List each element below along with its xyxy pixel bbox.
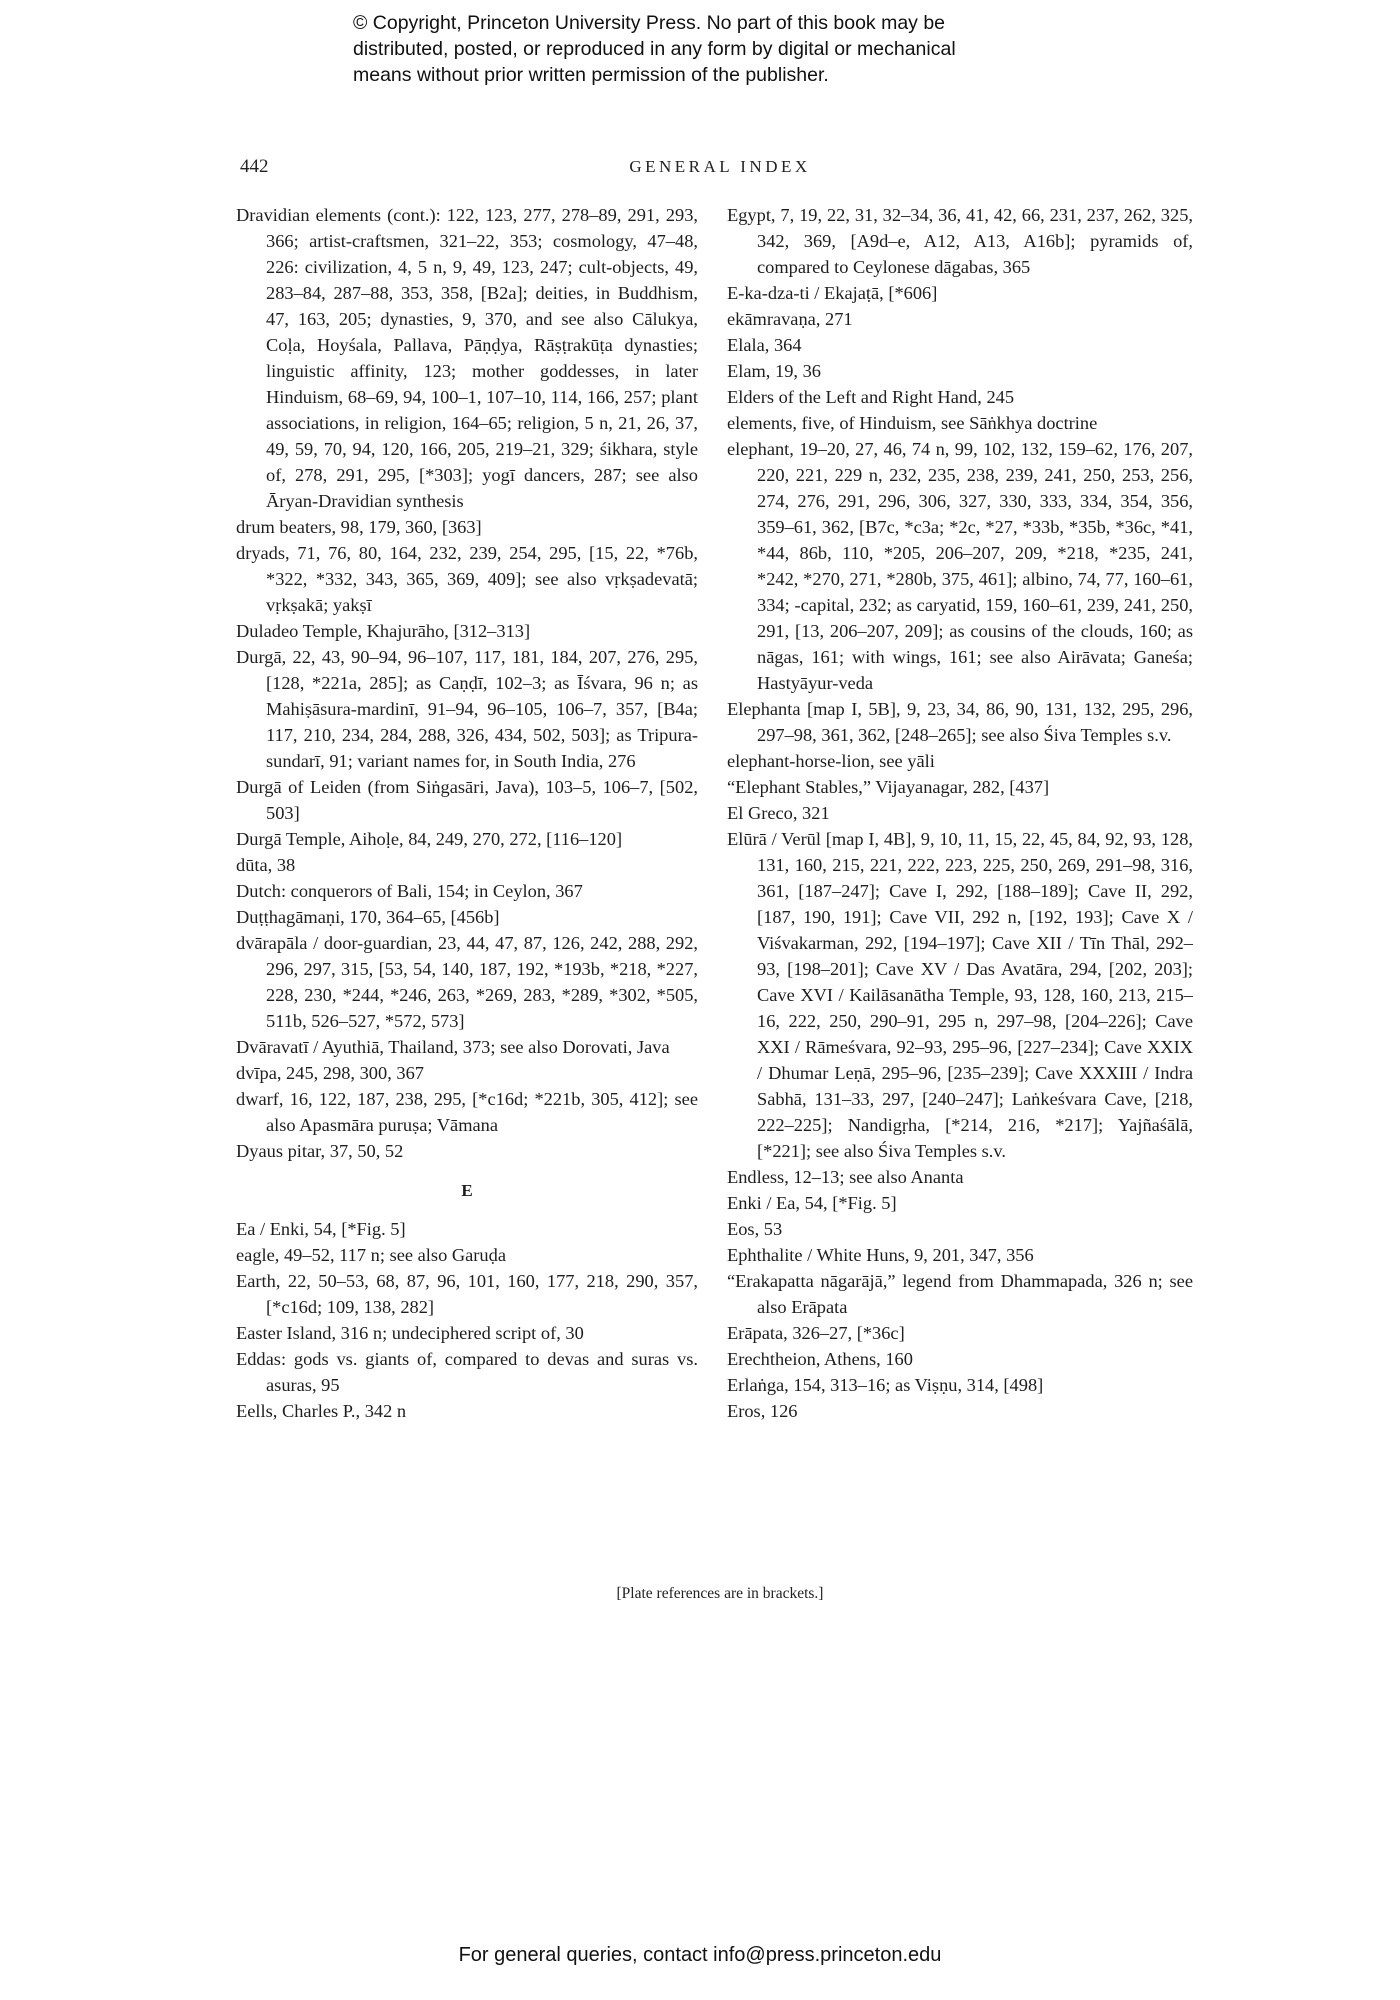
copyright-line-2: distributed, posted, or reproduced in any form by digital or mechanical (353, 38, 956, 60)
index-entry: dūta, 38 (236, 855, 296, 875)
section-letter-e: E (461, 1181, 473, 1200)
index-entry: Dvāravatī / Ayuthiā, Thailand, 373; see also Dorovati, Java (236, 1037, 670, 1057)
index-entry: Eddas: gods vs. giants of, compared to devas and suras vs. asuras, 95 (236, 1349, 698, 1395)
index-entry: ekāmravaṇa, 271 (727, 309, 853, 329)
index-entry: dvārapāla / door-guardian, 23, 44, 47, 87, 126, 242, 288, 292, 296, 297, 315, [53, 54, 140, 187, 192, *193b, *218, *227, 228, 230, *244, *246, 263, *269, 283, *289, *302, *505, 511b, 526–527, *572, 573] (236, 933, 698, 1031)
index-entry: eagle, 49–52, 117 n; see also Garuḍa (236, 1245, 506, 1265)
index-entry: Duladeo Temple, Khajurāho, [312–313] (236, 621, 531, 641)
index-entry: Durgā Temple, Aihoḷe, 84, 249, 270, 272, [116–120] (236, 829, 623, 849)
index-entry: Erlaṅga, 154, 313–16; as Viṣṇu, 314, [498] (727, 1375, 1044, 1395)
index-entry: dwarf, 16, 122, 187, 238, 295, [*c16d; *221b, 305, 412]; see also Apasmāra puruṣa; Vāmana (236, 1089, 698, 1135)
index-entry: Easter Island, 316 n; undeciphered script of, 30 (236, 1323, 584, 1343)
index-entry: Elala, 364 (727, 335, 802, 355)
page-title: GENERAL INDEX (629, 157, 811, 176)
index-entry: Dyaus pitar, 37, 50, 52 (236, 1141, 404, 1161)
index-entry: Erechtheion, Athens, 160 (727, 1349, 913, 1369)
index-entry: Endless, 12–13; see also Ananta (727, 1167, 964, 1187)
index-entry: elephant, 19–20, 27, 46, 74 n, 99, 102, 132, 159–62, 176, 207, 220, 221, 229 n, 232, 235, 238, 239, 241, 250, 253, 256, 274, 276, 291, 296, 306, 327, 330, 333, 334, 354, 356, 359–61, 362, [B7c, *c3a; *2c, *27, *33b, *35b, *36c, *41, *44, 86b, 110, *205, 206–207, 209, *218, *235, 241, *242, *270, 271, *280b, 375, 461]; albino, 74, 77, 160–61, 334; -capital, 232; as caryatid, 159, 160–61, 239, 241, 250, 291, [13, 206–207, 209]; as cousins of the clouds, 160; as nāgas, 161; with wings, 161; see also Airāvata; Ganeśa; Hastyāyur-veda (727, 439, 1193, 693)
index-entry: E-ka-dza-ti / Ekajaṭā, [*606] (727, 283, 938, 303)
index-entry: Ephthalite / White Huns, 9, 201, 347, 356 (727, 1245, 1034, 1265)
index-entry: Durgā, 22, 43, 90–94, 96–107, 117, 181, 184, 207, 276, 295, [128, *221a, 285]; as Caṇḍī, 102–3; as Īśvara, 96 n; as Mahiṣāsura-mardinī, 91–94, 96–105, 106–7, 357, [B4a; 117, 210, 234, 284, 288, 326, 434, 502, 503]; as Tripura-sundarī, 91; variant names for, in South India, 276 (236, 647, 698, 771)
index-entry: elements, five, of Hinduism, see Sāṅkhya doctrine (727, 413, 1098, 433)
index-entry: Ea / Enki, 54, [*Fig. 5] (236, 1219, 406, 1239)
plate-reference-note: [Plate references are in brackets.] (616, 1585, 824, 1602)
index-entry: dvīpa, 245, 298, 300, 367 (236, 1063, 424, 1083)
page-number: 442 (240, 156, 269, 177)
copyright-line-3: means without prior written permission of the publisher. (353, 64, 829, 86)
index-entry: Dutch: conquerors of Bali, 154; in Ceylon, 367 (236, 881, 583, 901)
index-entry: Eros, 126 (727, 1401, 798, 1421)
index-entry: Dravidian elements (cont.): 122, 123, 277, 278–89, 291, 293, 366; artist-craftsmen, 321–22, 353; cosmology, 47–48, 226: civilization, 4, 5 n, 9, 49, 123, 247; cult-objects, 49, 283–84, 287–88, 353, 358, [B2a]; deities, in Buddhism, 47, 163, 205; dynasties, 9, 370, and see also Cālukya, Coḷa, Hoyśala, Pallava, Pāṇḍya, Rāṣṭrakūṭa dynasties; linguistic affinity, 123; mother goddesses, in later Hinduism, 68–69, 94, 100–1, 107–10, 114, 166, 257; plant associations, in religion, 164–65; religion, 5 n, 21, 26, 37, 49, 59, 70, 94, 120, 166, 205, 219–21, 329; śikhara, style of, 278, 291, 295, [*303]; yogī dancers, 287; see also Āryan-Dravidian synthesis (236, 205, 698, 511)
index-entry: Earth, 22, 50–53, 68, 87, 96, 101, 160, 177, 218, 290, 357, [*c16d; 109, 138, 282] (236, 1271, 698, 1317)
copyright-line-1: © Copyright, Princeton University Press. No part of this book may be (353, 12, 946, 34)
index-entry: Elephanta [map I, 5B], 9, 23, 34, 86, 90, 131, 132, 295, 296, 297–98, 361, 362, [248–265]; see also Śiva Temples s.v. (727, 699, 1193, 745)
index-entry: Elūrā / Verūl [map I, 4B], 9, 10, 11, 15, 22, 45, 84, 92, 93, 128, 131, 160, 215, 221, 222, 223, 225, 250, 269, 291–98, 316, 361, [187–247]; Cave I, 292, [188–189]; Cave II, 292, [187, 190, 191]; Cave VII, 292 n, [192, 193]; Cave X / Viśvakarman, 292, [194–197]; Cave XII / Tīn Thāl, 292–93, [198–201]; Cave XV / Das Avatāra, 294, [202, 203]; Cave XVI / Kailāsanātha Temple, 93, 128, 160, 213, 215–16, 222, 250, 290–91, 295 n, 297–98, [204–226]; Cave XXI / Rāmeśvara, 92–93, 295–96, [227–234]; Cave XXIX / Dhumar Leṇā, 295–96, [235–239]; Cave XXXIII / Indra Sabhā, 131–33, 297, [240–247]; Laṅkeśvara Cave, [218, 222–225]; Nandigṛha, [*214, 216, *217]; Yajñaśālā, [*221]; see also Śiva Temples s.v. (727, 829, 1193, 1161)
running-header (0, 156, 1400, 182)
index-entry: Erāpata, 326–27, [*36c] (727, 1323, 905, 1343)
index-entry: Enki / Ea, 54, [*Fig. 5] (727, 1193, 897, 1213)
index-entry: Eos, 53 (727, 1219, 783, 1239)
index-entry: “Erakapatta nāgarājā,” legend from Dhammapada, 326 n; see also Erāpata (727, 1271, 1193, 1317)
contact-footer: For general queries, contact info@press.princeton.edu (458, 1944, 942, 1966)
index-entry: Elders of the Left and Right Hand, 245 (727, 387, 1015, 407)
index-entry: dryads, 71, 76, 80, 164, 232, 239, 254, 295, [15, 22, *76b, *322, *332, 343, 365, 369, 409]; see also vṛkṣadevatā; vṛkṣakā; yakṣī (236, 543, 698, 615)
index-column-left (236, 202, 698, 1424)
index-entry: El Greco, 321 (727, 803, 830, 823)
copyright-notice (353, 10, 1113, 88)
index-entry: drum beaters, 98, 179, 360, [363] (236, 517, 482, 537)
index-entry: Elam, 19, 36 (727, 361, 821, 381)
index-entry: Duṭṭhagāmaṇi, 170, 364–65, [456b] (236, 907, 500, 927)
index-entry: Egypt, 7, 19, 22, 31, 32–34, 36, 41, 42, 66, 231, 237, 262, 325, 342, 369, [A9d–e, A12, A13, A16b]; pyramids of, compared to Ceylonese dāgabas, 365 (727, 205, 1193, 277)
index-entry: elephant-horse-lion, see yāli (727, 751, 935, 771)
index-entry: “Elephant Stables,” Vijayanagar, 282, [437] (727, 777, 1050, 797)
index-entry: Durgā of Leiden (from Siṅgasāri, Java), 103–5, 106–7, [502, 503] (236, 777, 698, 823)
index-entry: Eells, Charles P., 342 n (236, 1401, 407, 1421)
index-column-right (727, 202, 1193, 1424)
